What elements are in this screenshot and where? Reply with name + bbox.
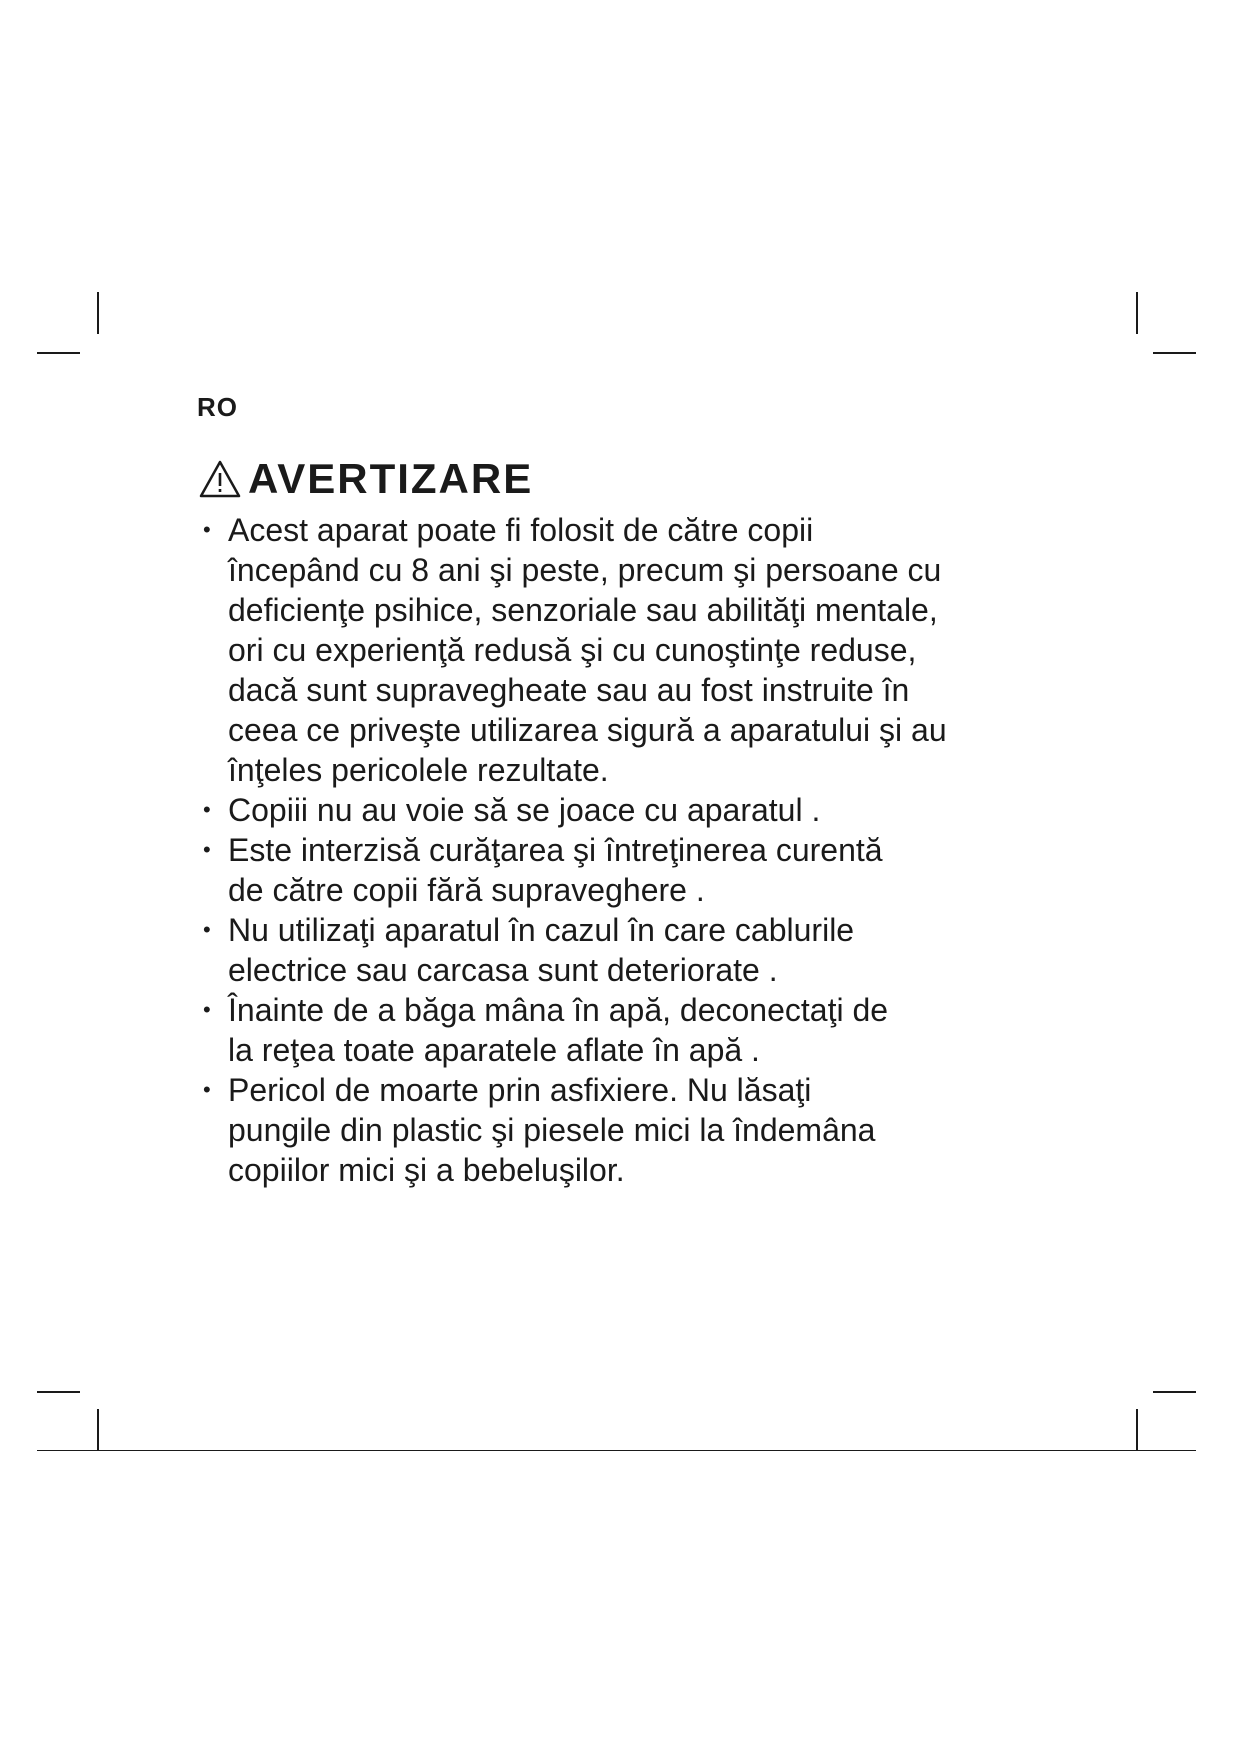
crop-mark-top-left-vertical	[97, 292, 99, 334]
warning-triangle-icon	[198, 459, 242, 499]
bullet-icon: •	[203, 837, 211, 862]
bullet-icon: •	[203, 917, 211, 942]
warning-text: Înainte de a băga mâna în apă, deconectaţi de la reţea toate aparatele aflate în apă .	[228, 992, 889, 1068]
warning-item	[198, 990, 1058, 1070]
crop-mark-top-right-vertical	[1136, 292, 1138, 334]
crop-mark-top-left-horizontal	[37, 352, 80, 354]
warning-text: Copiii nu au voie să se joace cu aparatul .	[228, 792, 821, 828]
warning-title: AVERTIZARE	[248, 455, 534, 502]
crop-mark-bottom-right-vertical	[1136, 1409, 1138, 1451]
crop-mark-bottom-left-horizontal	[37, 1391, 80, 1393]
warning-text: Acest aparat poate fi folosit de către copii începând cu 8 ani şi peste, precum şi persoane cu deficienţe psihice, senzoriale sau abilităţi mentale, ori cu experienţă redusă şi cu cunoştinţe reduse, dacă sunt supravegheate sau au fost instruite în ceea ce priveşte utilizarea sigură a aparatului şi au înţeles pericolele rezultate.	[228, 512, 947, 788]
warning-heading	[198, 455, 533, 503]
crop-mark-bottom-right-horizontal	[1153, 1391, 1196, 1393]
language-code: RO	[197, 392, 238, 422]
warning-item	[198, 1070, 1058, 1190]
bullet-icon: •	[203, 1077, 211, 1102]
crop-mark-top-right-horizontal	[1153, 352, 1196, 354]
bullet-icon: •	[203, 797, 211, 822]
crop-mark-bottom-left-vertical	[97, 1409, 99, 1451]
warning-text: Este interzisă curăţarea şi întreţinerea curentă de către copii fără supraveghere .	[228, 832, 883, 908]
bullet-icon: •	[203, 997, 211, 1022]
warning-item	[198, 510, 1058, 790]
warning-item	[198, 830, 1058, 910]
bullet-icon: •	[203, 517, 211, 542]
warning-text: Nu utilizaţi aparatul în cazul în care cablurile electrice sau carcasa sunt deteriorate .	[228, 912, 855, 988]
warning-list	[198, 510, 1058, 1190]
warning-item	[198, 790, 1058, 830]
warning-text: Pericol de moarte prin asfixiere. Nu lăsaţi pungile din plastic şi piesele mici la îndemâna copiilor mici şi a bebeluşilor.	[228, 1072, 876, 1188]
warning-item	[198, 910, 1058, 990]
bottom-trim-line	[37, 1450, 1196, 1451]
